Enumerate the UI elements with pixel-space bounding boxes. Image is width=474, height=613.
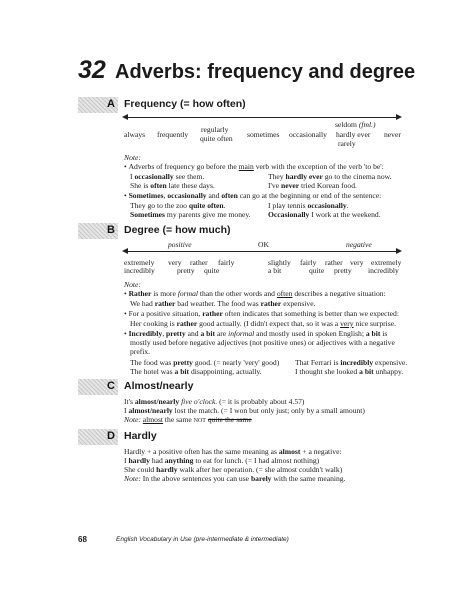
- degree-positive-label: positive: [168, 240, 192, 249]
- example-b1: We had rather bad weather. The food was rather expensive.: [130, 299, 316, 308]
- example-b4-left: The hotel was a bit disappointing, actually.: [130, 367, 262, 376]
- section-c-line-2: I almost/nearly lost the match. (= I won but only just; only by a small amount): [124, 406, 365, 415]
- example-b3-left: The food was pretty good. (= nearly 'very' good): [130, 358, 280, 367]
- example-a1-left: I occasionally see them.: [130, 172, 205, 181]
- degree-negative-label: negative: [346, 240, 372, 249]
- example-a4-left: Sometimes my parents give me money.: [130, 210, 251, 219]
- example-a1-right: They hardly ever go to the cinema now.: [268, 172, 392, 181]
- scale-rarely: rarely: [338, 139, 356, 148]
- section-a-heading: Frequency (= how often): [124, 98, 246, 110]
- section-d-line-3: She could hardly walk after her operation. (= she almost couldn't walk): [124, 465, 343, 474]
- section-b-bullet-3: • Incredibly, pretty and a bit are informal and mostly used in spoken English; a bit is: [124, 329, 388, 338]
- section-d-tab: D: [78, 429, 118, 445]
- section-b-heading: Degree (= how much): [124, 224, 231, 236]
- section-b-bullet-1: • Rather is more formal than the other words and often describes a negative situation:: [124, 289, 386, 298]
- scale-rather-right: rather: [325, 258, 343, 267]
- degree-arrow-right: [396, 248, 402, 254]
- scale-pretty: pretty: [177, 266, 195, 275]
- section-a-bullet-1: • Adverbs of frequency go before the main verb with the exception of the verb 'to be':: [124, 162, 384, 171]
- page-number: 68: [78, 535, 87, 544]
- scale-slightly: slightly: [268, 258, 291, 267]
- section-b-bullet-3-line-3: prefix.: [130, 347, 151, 356]
- scale-very-right: very: [350, 258, 364, 267]
- scale-quite-right: quite: [309, 266, 325, 275]
- scale-pretty-right: pretty: [334, 266, 352, 275]
- scale-fairly-left: fairly: [218, 258, 235, 267]
- section-d-heading: Hardly: [124, 430, 157, 442]
- scale-seldom: seldom (fml.): [335, 120, 376, 129]
- scale-never: never: [384, 130, 401, 139]
- section-c-heading: Almost/nearly: [124, 380, 194, 392]
- section-d-line-1: Hardly + a positive often has the same meaning as almost + a negative:: [124, 447, 342, 456]
- section-b-note-label: Note:: [124, 280, 141, 289]
- example-b2: Her cooking is rather good actually. (I didn't expect that, so it was a very nice surprise.: [130, 319, 396, 328]
- unit-number: 32: [78, 56, 106, 84]
- scale-a-bit: a bit: [268, 266, 282, 275]
- scale-hardly-ever: hardly ever: [336, 130, 371, 139]
- scale-sometimes: sometimes: [247, 130, 280, 139]
- section-b-bullet-3-line-2: mostly used before negative adjectives (not positive ones) or adjectives with a negative: [130, 338, 395, 347]
- example-b4-right: I thought she looked a bit unhappy.: [295, 367, 404, 376]
- section-c-line-3: Note: almost the same NOT quite the same: [124, 415, 252, 424]
- example-a4-right: Occasionally I work at the weekend.: [268, 210, 381, 219]
- section-a-note-label: Note:: [124, 153, 141, 162]
- example-a2-right: I've never tried Korean food.: [268, 181, 357, 190]
- scale-incredibly-right: incredibly: [368, 266, 399, 275]
- section-a-tab: A: [78, 97, 118, 113]
- degree-ok-label: OK: [258, 240, 269, 249]
- scale-regularly: regularly: [201, 125, 229, 134]
- scale-rather-left: rather: [190, 258, 208, 267]
- frequency-scale-line: [126, 117, 400, 118]
- example-a3-right: I play tennis occasionally.: [268, 201, 349, 210]
- section-b-tab: B: [78, 223, 118, 239]
- unit-title: Adverbs: frequency and degree: [115, 61, 416, 83]
- example-a2-left: She is often late these days.: [130, 181, 215, 190]
- example-a3-left: They go to the zoo quite often.: [130, 201, 226, 210]
- degree-scale-line: [126, 251, 400, 252]
- example-b3-right: That Ferrari is incredibly expensive.: [295, 358, 408, 367]
- scale-very: very: [168, 258, 182, 267]
- scale-quite-often: quite often: [200, 134, 233, 143]
- scale-occasionally: occasionally: [289, 130, 327, 139]
- section-a-bullet-2: • Sometimes, occasionally and often can go at the beginning or end of the sentence:: [124, 191, 382, 200]
- scale-incredibly-left: incredibly: [124, 266, 155, 275]
- section-c-line-1: It's almost/nearly five o'clock. (= it is probably about 4.57): [124, 397, 305, 406]
- scale-extremely-right: extremely: [371, 258, 402, 267]
- book-title: English Vocabulary in Use (pre-intermediate & intermediate): [116, 536, 289, 543]
- section-c-tab: C: [78, 379, 118, 395]
- scale-quite-left: quite: [204, 266, 220, 275]
- scale-extremely-left: extremely: [124, 258, 155, 267]
- section-d-line-2: I hardly had anything to eat for lunch. (= I had almost nothing): [124, 456, 320, 465]
- scale-always: always: [124, 130, 146, 139]
- scale-frequently: frequently: [157, 130, 189, 139]
- frequency-arrow-right: [396, 114, 402, 120]
- scale-fairly-right: fairly: [300, 258, 317, 267]
- section-d-line-4: Note: In the above sentences you can use barely with the same meaning.: [124, 474, 346, 483]
- section-b-bullet-2: • For a positive situation, rather often indicates that something is better than we expected:: [124, 309, 399, 318]
